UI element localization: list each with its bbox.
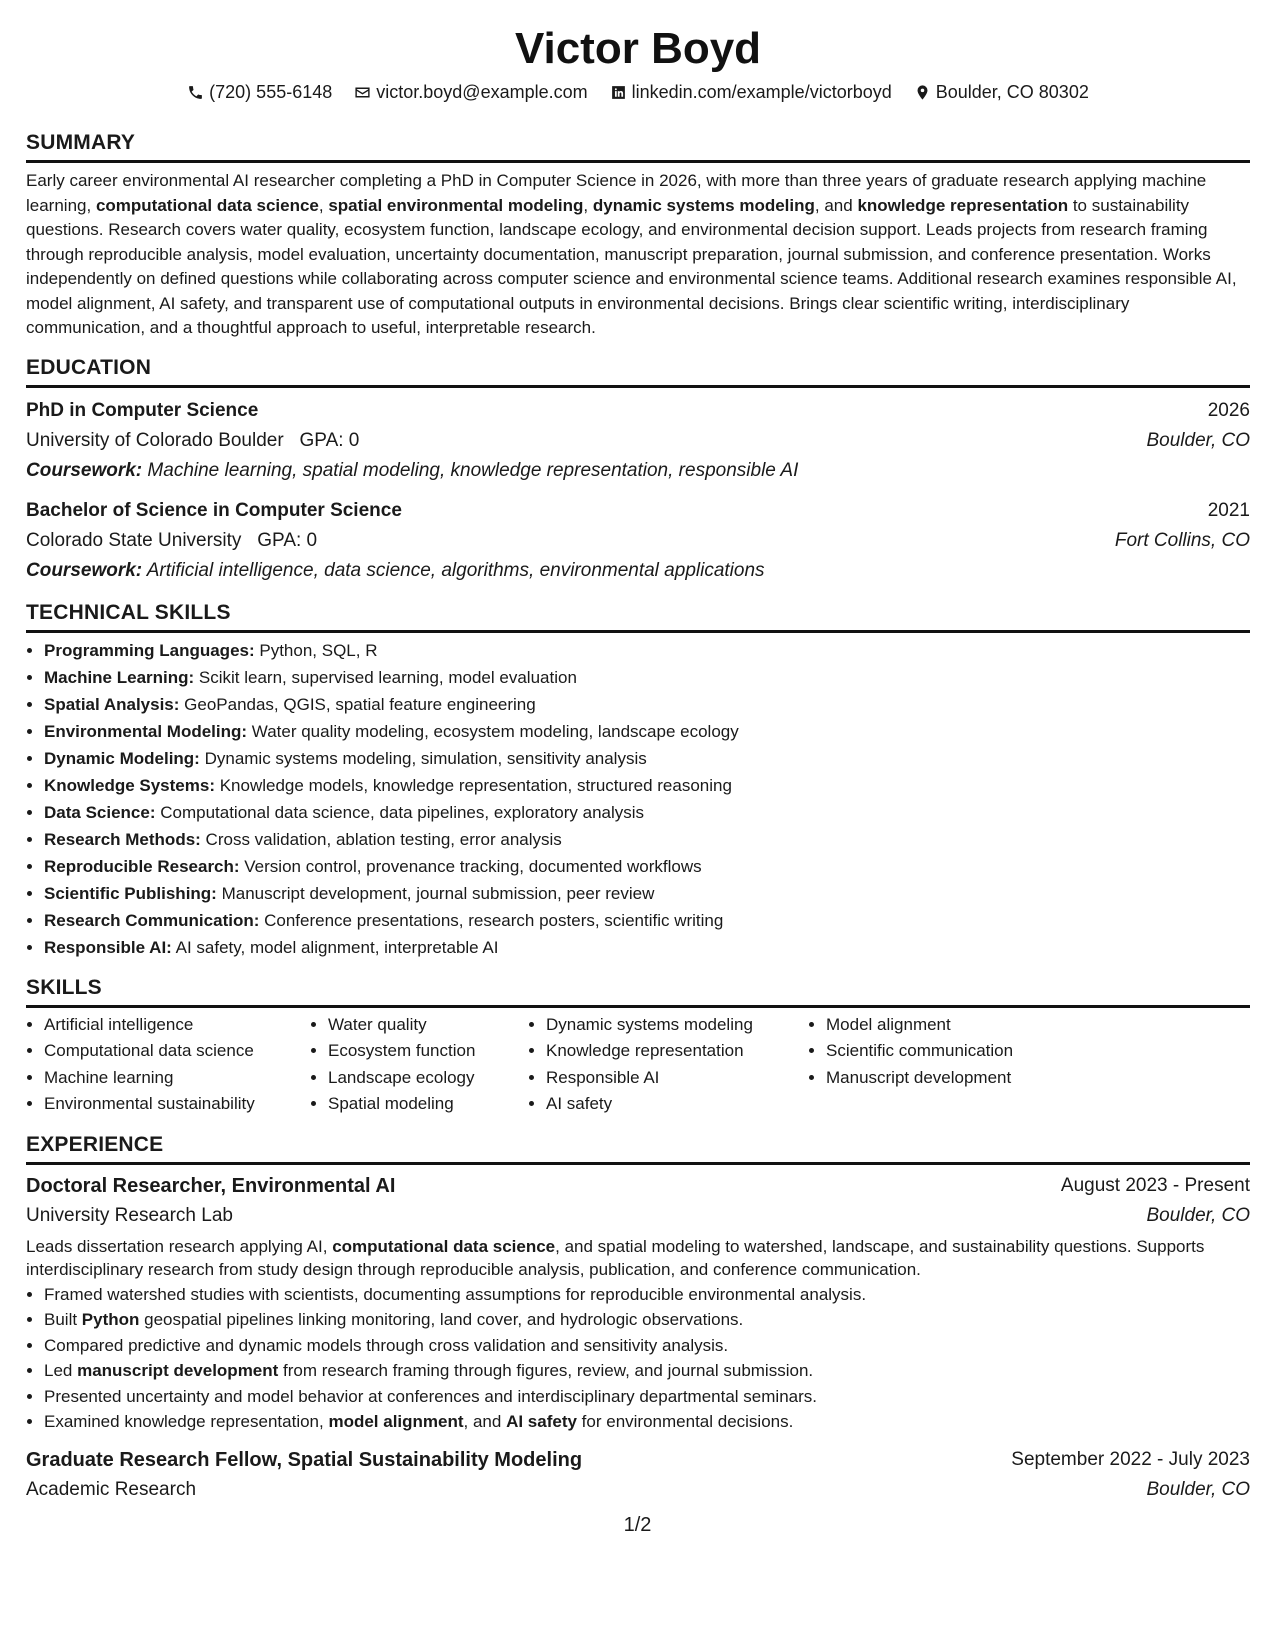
job-organization: University Research Lab xyxy=(26,1204,233,1226)
coursework xyxy=(26,556,1250,586)
list-item xyxy=(44,880,1250,907)
summary-text xyxy=(26,169,1250,341)
emphasis-text: dynamic systems modeling xyxy=(592,195,815,215)
job-organization: Academic Research xyxy=(26,1478,197,1500)
list-item: • Responsible AI xyxy=(546,1065,808,1092)
job-entry xyxy=(26,1171,1250,1435)
list-item xyxy=(44,1282,1250,1308)
summary-run: to sustainability questions. Research covers water quality, ecosystem function, landscape ecology, and environmental decision support. Leads projects from research framing through reproducible analysis, model evaluation, uncertainty documentation, manuscript preparation, journal submission, and conference presentation. Works independently on defined questions while collaborating across computer science and environmental science teams. Additional research examines responsible AI, model alignment, AI safety, and transparent use of computational outputs in environmental decisions. Brings clear scientific writing, interdisciplinary communication, and a thoughtful approach to useful, interpretable research. xyxy=(26,195,1237,337)
skill-values: Manuscript development, journal submission, peer review xyxy=(216,883,655,903)
job-entry xyxy=(26,1445,1250,1505)
skills-column xyxy=(310,1012,528,1118)
list-item: • Machine learning xyxy=(44,1065,310,1092)
skill-values: Cross validation, ablation testing, error analysis xyxy=(200,829,562,849)
skill-values: Version control, provenance tracking, documented workflows xyxy=(239,856,702,876)
email-link[interactable]: victor.boyd@example.com xyxy=(376,82,588,102)
list-item: • Spatial modeling xyxy=(328,1091,528,1118)
degree-title: Bachelor of Science in Computer Science xyxy=(26,499,402,521)
list-item xyxy=(44,637,1250,664)
list-item: • Computational data science xyxy=(44,1038,310,1065)
summary-run: , xyxy=(583,195,593,215)
graduation-year: 2021 xyxy=(1207,499,1250,521)
list-item xyxy=(44,664,1250,691)
experience-section xyxy=(26,1132,1250,1505)
list-item xyxy=(44,1333,1250,1359)
section-title-skills: SKILLS xyxy=(26,975,1250,1008)
job-dates: August 2023 - Present xyxy=(1060,1174,1250,1196)
list-item xyxy=(44,907,1250,934)
education-entry xyxy=(26,496,1250,586)
linkedin-icon xyxy=(610,84,627,101)
emphasis-text: AI safety xyxy=(506,1412,577,1431)
emphasis-text: Python xyxy=(81,1310,140,1329)
gpa: GPA: 0 xyxy=(257,529,318,551)
coursework-text: Machine learning, spatial modeling, knowledge representation, responsible AI xyxy=(142,459,799,481)
list-item xyxy=(44,799,1250,826)
bullet-run: Led xyxy=(44,1361,78,1380)
contact-phone xyxy=(187,80,332,104)
skills-column xyxy=(808,1012,1076,1118)
skill-category: Responsible AI: xyxy=(44,937,172,957)
bullet-run: Framed watershed studies with scientists, documenting assumptions for reproducible environmental analysis. xyxy=(44,1284,867,1304)
skill-category: Scientific Publishing: xyxy=(44,883,217,903)
list-item: • Manuscript development xyxy=(826,1065,1076,1092)
phone-text: (720) 555-6148 xyxy=(209,82,333,102)
bullet-run: geospatial pipelines linking monitoring, land cover, and hydrologic observations. xyxy=(139,1310,744,1329)
skill-category: Machine Learning: xyxy=(44,667,195,687)
emphasis-text: model alignment xyxy=(328,1412,464,1431)
bullet-run: , and xyxy=(463,1412,507,1431)
graduation-year: 2026 xyxy=(1207,399,1250,421)
skills-grid xyxy=(26,1012,1250,1118)
skill-category: Spatial Analysis: xyxy=(44,694,180,714)
emphasis-text: computational data science xyxy=(332,1236,556,1256)
coursework-text: Artificial intelligence, data science, algorithms, environmental applications xyxy=(142,559,765,581)
skill-values: Python, SQL, R xyxy=(254,640,378,660)
skill-values: Scikit learn, supervised learning, model evaluation xyxy=(194,667,577,687)
list-item xyxy=(44,1409,1250,1435)
skill-category: Research Communication: xyxy=(44,910,260,930)
list-item xyxy=(44,1384,1250,1410)
summary-run: , and xyxy=(814,195,858,215)
list-item: • Artificial intelligence xyxy=(44,1012,310,1039)
list-item: • Environmental sustainability xyxy=(44,1091,310,1118)
resume-page xyxy=(26,22,1250,1505)
emphasis-text: spatial environmental modeling xyxy=(328,195,584,215)
gpa: GPA: 0 xyxy=(299,429,360,451)
bullet-run: for environmental decisions. xyxy=(576,1412,794,1431)
envelope-icon xyxy=(354,84,371,101)
education-section xyxy=(26,355,1250,586)
emphasis-text: knowledge representation xyxy=(857,195,1069,215)
skill-values: Computational data science, data pipelines, exploratory analysis xyxy=(155,802,645,822)
skill-category: Knowledge Systems: xyxy=(44,775,215,795)
degree-title: PhD in Computer Science xyxy=(26,399,259,421)
education-entry xyxy=(26,396,1250,486)
summary-section xyxy=(26,130,1250,341)
contact-linkedin[interactable] xyxy=(610,80,892,104)
list-item xyxy=(44,934,1250,961)
list-item: • AI safety xyxy=(546,1091,808,1118)
list-item: • Water quality xyxy=(328,1012,528,1039)
list-item xyxy=(44,853,1250,880)
coursework-label: Coursework: xyxy=(26,459,143,481)
job-title: Graduate Research Fellow, Spatial Sustainability Modeling xyxy=(26,1448,583,1471)
school-location: Boulder, CO xyxy=(1146,429,1250,451)
skill-values: Conference presentations, research posters, scientific writing xyxy=(259,910,724,930)
section-title-technical-skills: TECHNICAL SKILLS xyxy=(26,600,1250,633)
skill-category: Data Science: xyxy=(44,802,156,822)
skill-category: Research Methods: xyxy=(44,829,201,849)
skills-column xyxy=(528,1012,808,1118)
technical-skills-list xyxy=(26,637,1250,961)
emphasis-text: computational data science xyxy=(95,195,319,215)
school-location: Fort Collins, CO xyxy=(1114,529,1250,551)
job-title: Doctoral Researcher, Environmental AI xyxy=(26,1174,396,1197)
job-dates: September 2022 - July 2023 xyxy=(1011,1448,1250,1470)
skill-category: Dynamic Modeling: xyxy=(44,748,200,768)
location-text: Boulder, CO 80302 xyxy=(935,82,1089,102)
skills-column xyxy=(26,1012,310,1118)
job-location: Boulder, CO xyxy=(1146,1478,1250,1500)
contact-location xyxy=(914,80,1089,104)
school-name: Colorado State University xyxy=(26,529,242,551)
list-item xyxy=(44,1358,1250,1384)
list-item: • Ecosystem function xyxy=(328,1038,528,1065)
bullet-run: Presented uncertainty and model behavior at conferences and interdisciplinary departmental seminars. xyxy=(44,1386,817,1406)
skill-values: AI safety, model alignment, interpretable AI xyxy=(171,937,499,957)
contact-bar xyxy=(26,80,1250,104)
section-title-education: EDUCATION xyxy=(26,355,1250,388)
skills-section xyxy=(26,975,1250,1118)
section-title-summary: SUMMARY xyxy=(26,130,1250,163)
list-item xyxy=(44,826,1250,853)
skill-values: Dynamic systems modeling, simulation, sensitivity analysis xyxy=(199,748,647,768)
skill-values: Knowledge models, knowledge representation, structured reasoning xyxy=(215,775,732,795)
page-number: 1/2 xyxy=(623,1514,652,1536)
bullet-run: Built xyxy=(44,1310,82,1329)
skill-category: Environmental Modeling: xyxy=(44,721,248,741)
description-run: Leads dissertation research applying AI, xyxy=(26,1236,333,1256)
list-item xyxy=(44,1307,1250,1333)
phone-icon xyxy=(187,84,204,101)
list-item xyxy=(44,745,1250,772)
map-pin-icon xyxy=(914,84,931,101)
list-item xyxy=(44,691,1250,718)
list-item: • Dynamic systems modeling xyxy=(546,1012,808,1039)
coursework xyxy=(26,456,1250,486)
school-name: University of Colorado Boulder xyxy=(26,429,284,451)
skill-category: Programming Languages: xyxy=(44,640,255,660)
candidate-name: Victor Boyd xyxy=(514,24,762,73)
summary-run: Early career environmental AI researcher completing a PhD in Computer Science in 2026, with more than three years of graduate research applying machine learning, xyxy=(26,171,1207,215)
bullet-run: Compared predictive and dynamic models through cross validation and sensitivity analysis. xyxy=(44,1335,729,1355)
job-description xyxy=(26,1235,1250,1282)
bullet-run: from research framing through figures, review, and journal submission. xyxy=(278,1361,814,1380)
list-item: • Scientific communication xyxy=(826,1038,1076,1065)
list-item: • Landscape ecology xyxy=(328,1065,528,1092)
coursework-label: Coursework: xyxy=(26,559,143,581)
job-bullets xyxy=(26,1282,1250,1435)
description-run: , and spatial modeling to watershed, landscape, and sustainability questions. Supports interdisciplinary research from study design through reproducible analysis, publication, and conference communication. xyxy=(26,1236,1205,1279)
skill-values: GeoPandas, QGIS, spatial feature engineering xyxy=(179,694,536,714)
section-title-experience: EXPERIENCE xyxy=(26,1132,1250,1165)
list-item xyxy=(44,718,1250,745)
list-item xyxy=(44,772,1250,799)
summary-run: , xyxy=(318,195,329,215)
bullet-run: Examined knowledge representation, xyxy=(44,1412,329,1431)
list-item: • Model alignment xyxy=(826,1012,1076,1039)
skill-values: Water quality modeling, ecosystem modeling, landscape ecology xyxy=(247,721,739,741)
contact-email[interactable] xyxy=(354,80,587,104)
emphasis-text: manuscript development xyxy=(77,1361,279,1380)
linkedin-link[interactable]: linkedin.com/example/victorboyd xyxy=(631,82,892,102)
job-location: Boulder, CO xyxy=(1146,1204,1250,1226)
technical-skills-section xyxy=(26,600,1250,961)
list-item: • Knowledge representation xyxy=(546,1038,808,1065)
skill-category: Reproducible Research: xyxy=(44,856,240,876)
